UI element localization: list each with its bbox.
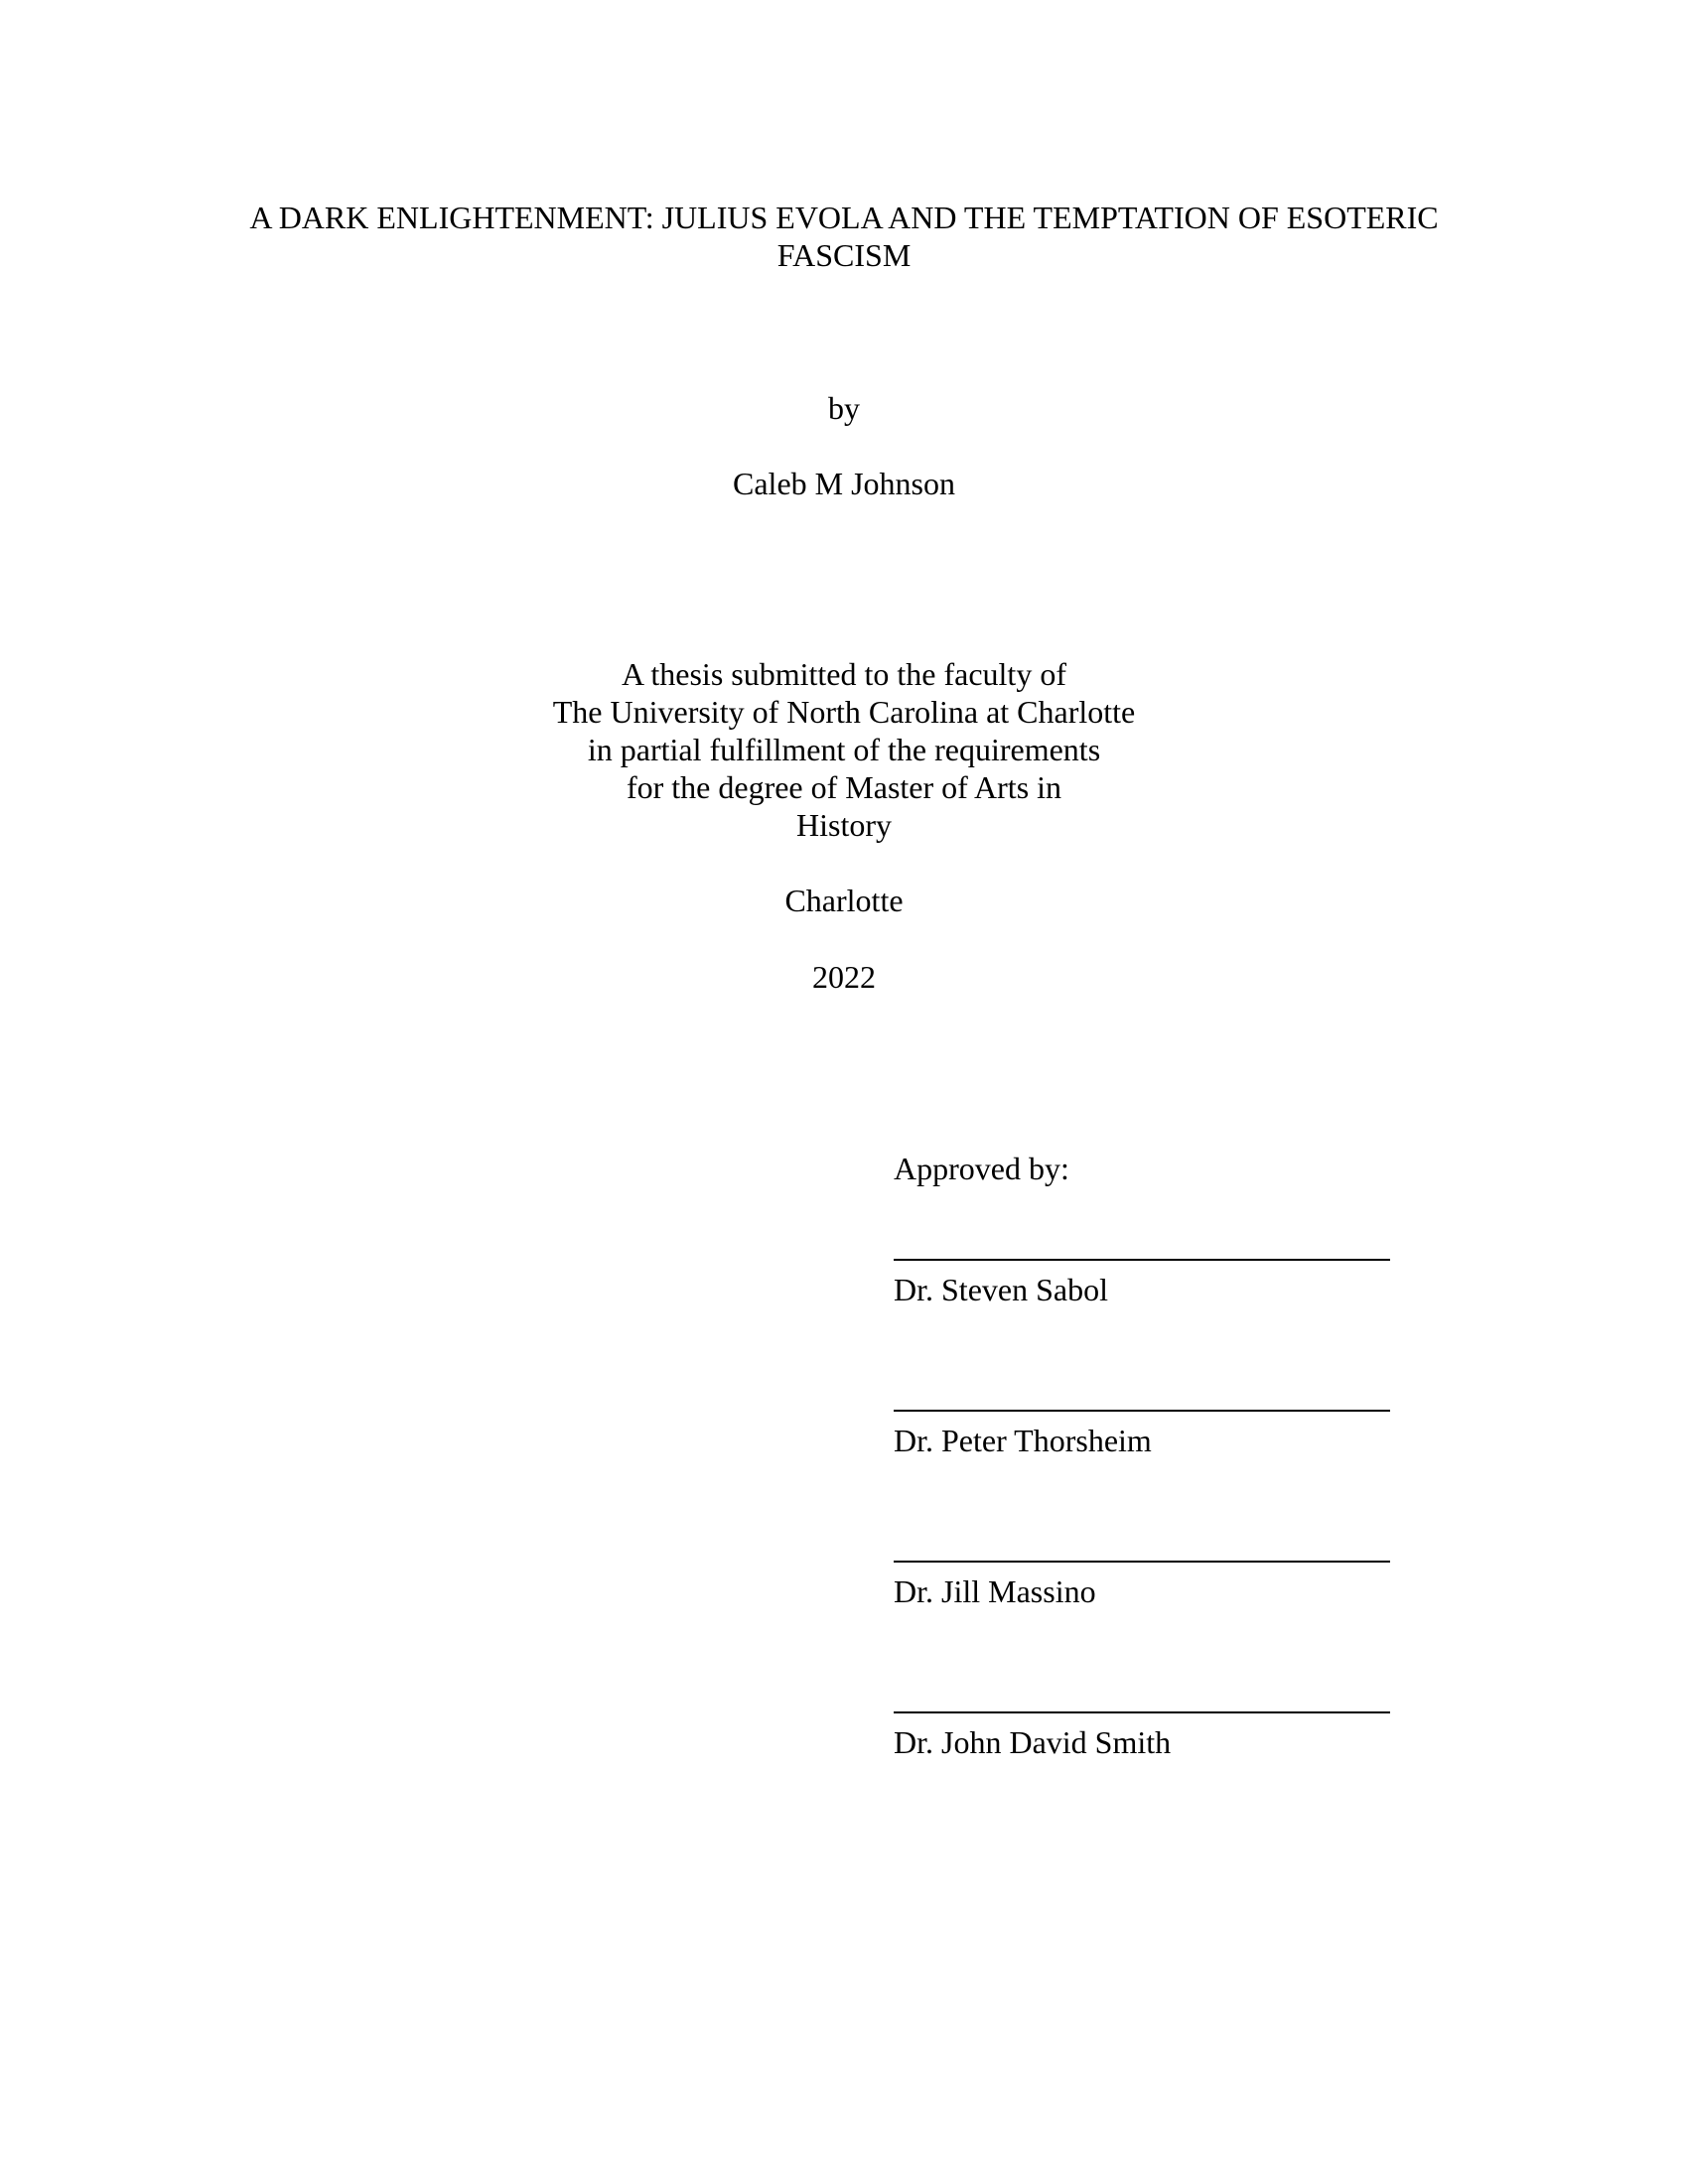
signature-block bbox=[894, 1561, 1410, 1610]
year: 2022 bbox=[812, 959, 876, 995]
signature-line bbox=[894, 1561, 1390, 1563]
author-name: Caleb M Johnson bbox=[733, 466, 955, 501]
thesis-statement-line-1: A thesis submitted to the faculty of bbox=[622, 656, 1066, 692]
signature-block bbox=[894, 1711, 1410, 1761]
thesis-title-line-2: FASCISM bbox=[776, 237, 912, 273]
approval-section bbox=[894, 1150, 1410, 1760]
thesis-title-line-1: A DARK ENLIGHTENMENT: JULIUS EVOLA AND THE TEMPTATION OF ESOTERIC bbox=[249, 200, 1439, 235]
signer-name: Dr. Steven Sabol bbox=[894, 1272, 1108, 1307]
signature-line bbox=[894, 1410, 1390, 1412]
thesis-statement-line-2: The University of North Carolina at Charlotte bbox=[552, 694, 1136, 730]
thesis-title bbox=[0, 199, 1688, 274]
signer-name: Dr. Peter Thorsheim bbox=[894, 1423, 1152, 1458]
thesis-statement-line-5: History bbox=[796, 807, 892, 843]
signature-block bbox=[894, 1259, 1410, 1308]
signer-name: Dr. Jill Massino bbox=[894, 1573, 1096, 1609]
thesis-statement bbox=[0, 655, 1688, 844]
by-label: by bbox=[828, 390, 860, 426]
signature-block bbox=[894, 1410, 1410, 1459]
place: Charlotte bbox=[784, 883, 904, 918]
signature-line bbox=[894, 1259, 1390, 1261]
thesis-statement-line-4: for the degree of Master of Arts in bbox=[626, 769, 1062, 805]
signer-name: Dr. John David Smith bbox=[894, 1724, 1172, 1760]
thesis-statement-line-3: in partial fulfillment of the requirements bbox=[587, 732, 1101, 767]
approved-by-label: Approved by: bbox=[894, 1151, 1069, 1186]
signature-line bbox=[894, 1711, 1390, 1713]
